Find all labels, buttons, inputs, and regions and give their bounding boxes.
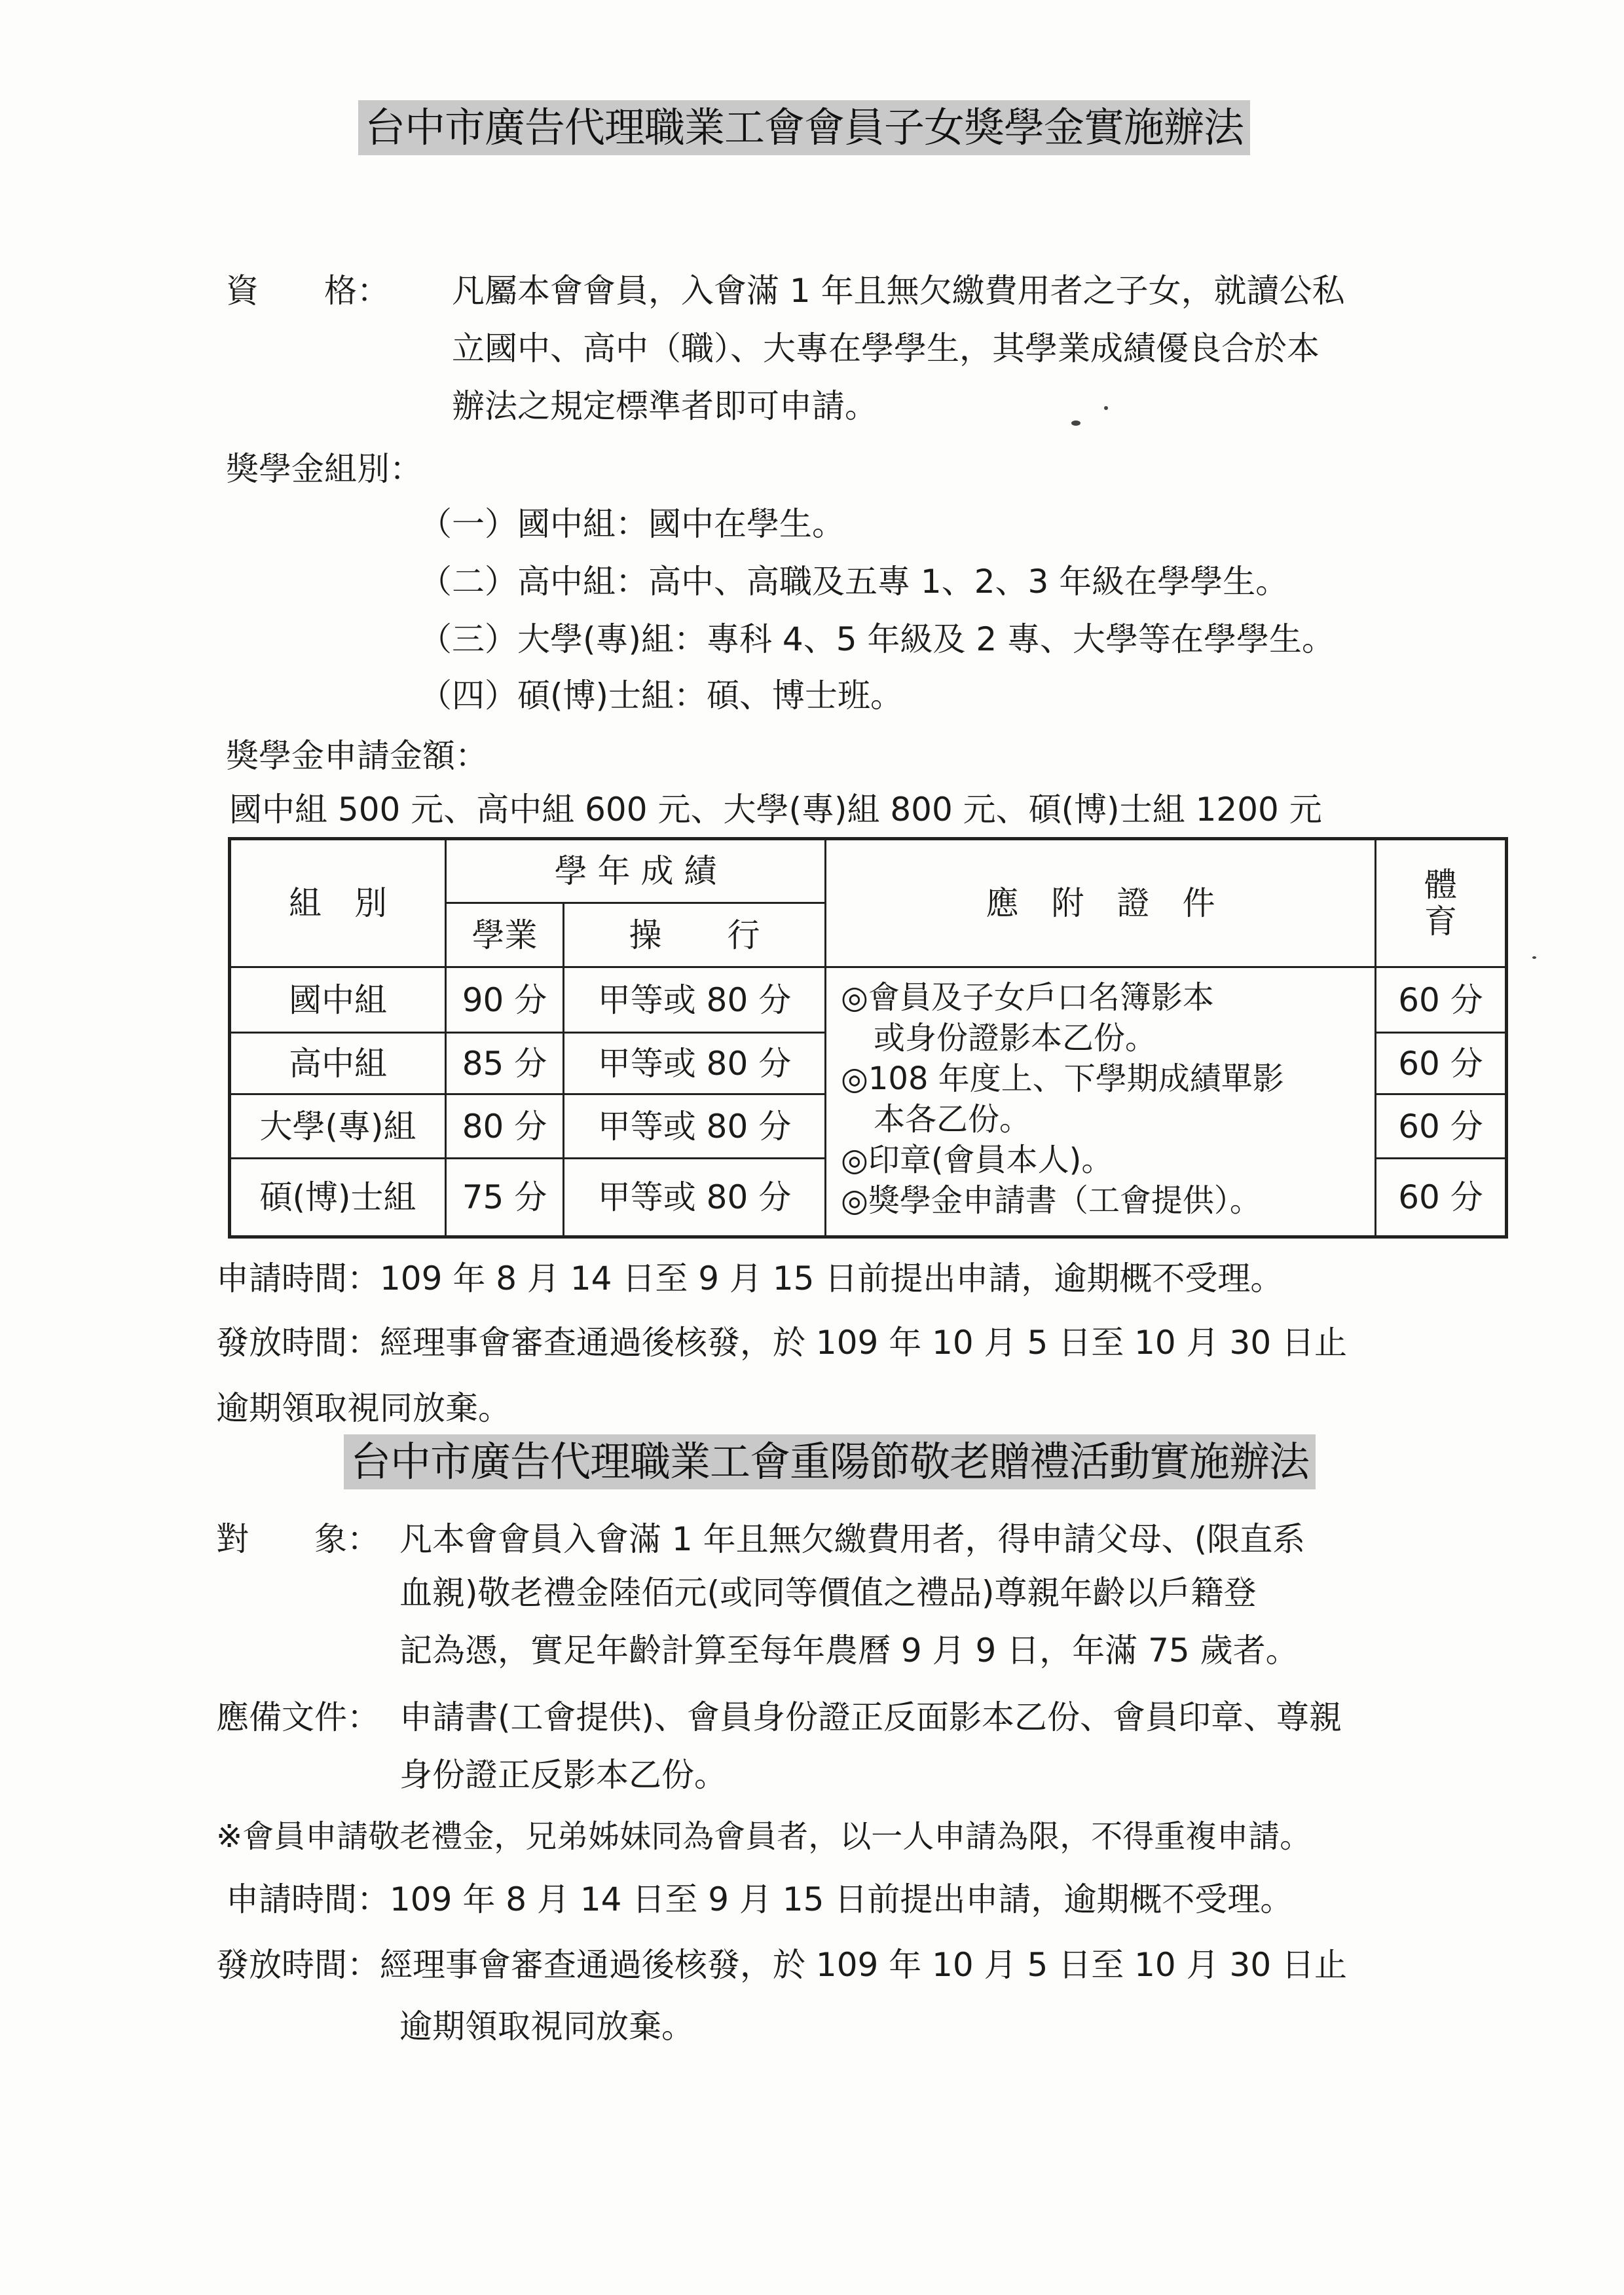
scan-speck (1071, 420, 1080, 426)
eligibility-line-2: 立國中、高中（職）、大專在學學生，其學業成績優良合於本 (452, 329, 1320, 367)
group-item-2: （二）高中組：高中、高職及五專 1、2、3 年級在學學生。 (419, 563, 1289, 601)
row-group: 大學(專)組 (230, 1094, 446, 1159)
header-pe: 體育 (1376, 839, 1507, 967)
eligibility-line-3: 辦法之規定標準者即可申請。 (452, 387, 877, 425)
header-group: 組 別 (230, 839, 446, 967)
elderly-release-time: 發放時間：經理事會審查通過後核發，於 109 年 10 月 5 日至 10 月 30 日止 (216, 1946, 1348, 1984)
elderly-title: 台中市廣告代理職業工會重陽節敬老贈禮活動實施辦法 (344, 1434, 1316, 1489)
doc-item: ◎獎學金申請書（工會提供）。 (841, 1182, 1261, 1219)
doc-item: 或身份證影本乙份。 (874, 1020, 1157, 1056)
docs-line-1: 申請書(工會提供)、會員身份證正反面影本乙份、會員印章、尊親 (399, 1698, 1342, 1736)
docs-label: 應備文件： (216, 1698, 380, 1736)
target-line-3: 記為憑，實足年齡計算至每年農曆 9 月 9 日，年滿 75 歲者。 (399, 1632, 1299, 1670)
row-group: 碩(博)士組 (230, 1159, 446, 1237)
groups-label: 獎學金組別： (226, 450, 422, 488)
amount-label: 獎學金申請金額： (226, 737, 488, 775)
group-item-3: （三）大學(專)組：專科 4、5 年級及 2 專、大學等在學學生。 (419, 620, 1335, 658)
scholarship-criteria-table (228, 837, 1508, 1239)
elderly-release-note: 逾期領取視同放棄。 (399, 2007, 694, 2045)
row-pe: 60 分 (1376, 1159, 1507, 1237)
scholarship-release-note: 逾期領取視同放棄。 (216, 1389, 511, 1427)
elderly-apply-time: 申請時間：109 年 8 月 14 日至 9 月 15 日前提出申請，逾期概不受理。 (226, 1880, 1293, 1918)
doc-item: 本各乙份。 (874, 1101, 1031, 1138)
table-row (230, 967, 1507, 1033)
target-label: 對 象： (216, 1520, 380, 1558)
row-pe: 60 分 (1376, 967, 1507, 1033)
elderly-note: ※會員申請敬老禮金，兄弟姊妹同為會員者，以一人申請為限，不得重複申請。 (216, 1818, 1312, 1855)
scholarship-apply-time: 申請時間：109 年 8 月 14 日至 9 月 15 日前提出申請，逾期概不受理。 (216, 1259, 1283, 1297)
required-documents (826, 967, 1376, 1237)
doc-item: ◎印章(會員本人)。 (841, 1142, 1113, 1178)
row-conduct: 甲等或 80 分 (564, 1094, 826, 1159)
scholarship-release-time: 發放時間：經理事會審查通過後核發，於 109 年 10 月 5 日至 10 月 30 日止 (216, 1324, 1348, 1362)
group-item-1: （一）國中組：國中在學生。 (419, 505, 845, 543)
doc-item: ◎108 年度上、下學期成績單影 (841, 1060, 1284, 1097)
docs-line-2: 身份證正反影本乙份。 (399, 1756, 727, 1794)
row-conduct: 甲等或 80 分 (564, 1159, 826, 1237)
group-item-4: （四）碩(博)士組：碩、博士班。 (419, 677, 904, 715)
row-academic: 85 分 (446, 1033, 564, 1094)
row-academic: 90 分 (446, 967, 564, 1033)
scan-speck (1532, 956, 1536, 959)
eligibility-label: 資 格： (226, 272, 390, 310)
eligibility-line-1: 凡屬本會會員，入會滿 1 年且無欠繳費用者之子女，就讀公私 (452, 272, 1345, 310)
row-conduct: 甲等或 80 分 (564, 967, 826, 1033)
row-pe: 60 分 (1376, 1094, 1507, 1159)
header-docs: 應 附 證 件 (826, 839, 1376, 967)
header-academic: 學業 (446, 903, 564, 967)
header-conduct: 操 行 (564, 903, 826, 967)
scholarship-title: 台中市廣告代理職業工會會員子女獎學金實施辦法 (358, 100, 1250, 155)
row-academic: 75 分 (446, 1159, 564, 1237)
row-academic: 80 分 (446, 1094, 564, 1159)
target-line-2: 血親)敬老禮金陸佰元(或同等價值之禮品)尊親年齡以戶籍登 (399, 1574, 1257, 1612)
row-pe: 60 分 (1376, 1033, 1507, 1094)
row-group: 高中組 (230, 1033, 446, 1094)
header-grades: 學 年 成 績 (446, 839, 826, 903)
scan-speck (1104, 406, 1108, 410)
row-conduct: 甲等或 80 分 (564, 1033, 826, 1094)
amount-line: 國中組 500 元、高中組 600 元、大學(專)組 800 元、碩(博)士組 1200 元 (229, 791, 1322, 829)
row-group: 國中組 (230, 967, 446, 1033)
doc-item: ◎會員及子女戶口名簿影本 (841, 979, 1214, 1016)
target-line-1: 凡本會會員入會滿 1 年且無欠繳費用者，得申請父母、(限直系 (399, 1520, 1306, 1558)
